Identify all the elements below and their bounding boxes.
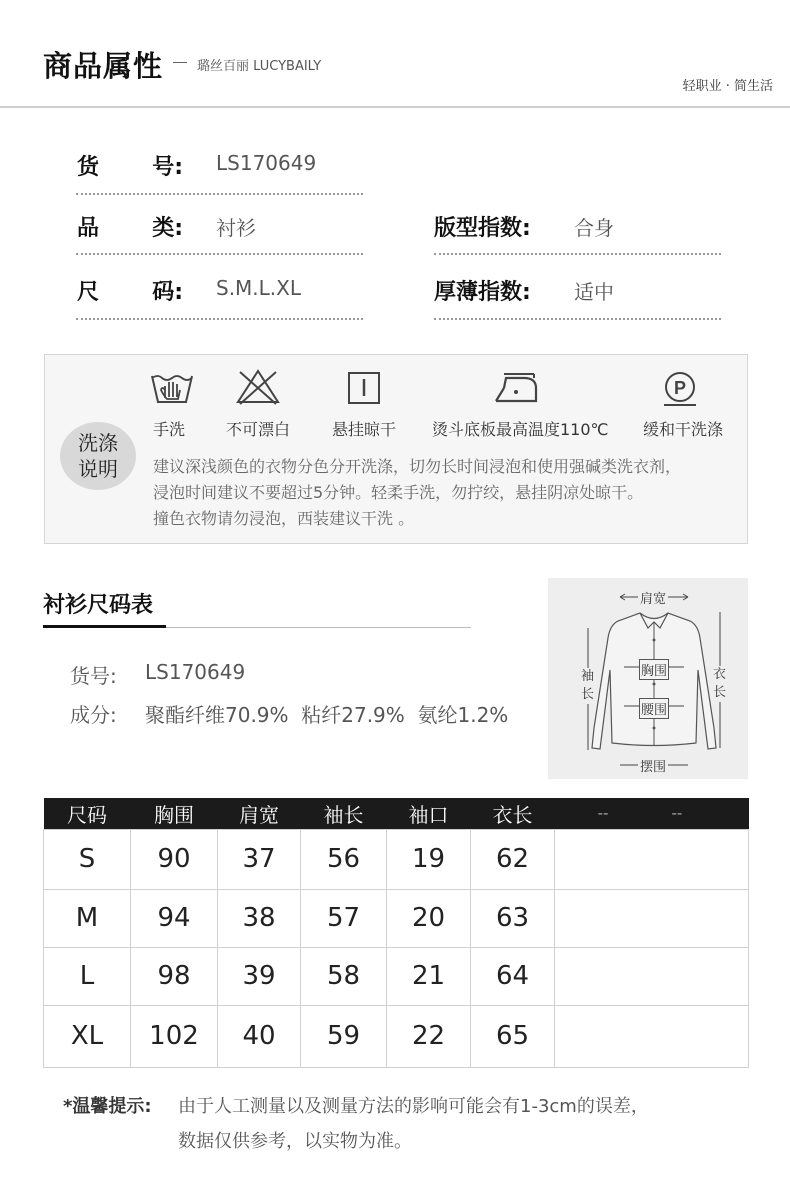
- title-underline-light: [166, 627, 471, 628]
- table-cell: 63: [471, 889, 555, 947]
- care-instruction-line: 浸泡时间建议不要超过5分钟。轻柔手洗，勿拧绞，悬挂阴凉处晾干。: [153, 483, 644, 502]
- table-cell: [555, 829, 749, 889]
- table-header-row: [44, 798, 749, 829]
- table-row: [44, 829, 749, 889]
- table-cell: 56: [301, 829, 387, 889]
- col-header: 尺码: [44, 798, 131, 829]
- attr-size-label: 尺 码:: [77, 280, 183, 305]
- table-cell: XL: [44, 1005, 131, 1067]
- attr-divider: [434, 318, 721, 320]
- col-header: 胸围: [131, 798, 218, 829]
- col-header: --: [652, 798, 749, 829]
- table-cell: 19: [387, 829, 471, 889]
- svg-text:P: P: [673, 378, 687, 398]
- col-header: 袖口: [387, 798, 471, 829]
- line-dry-icon: [342, 368, 386, 406]
- table-cell: 62: [471, 829, 555, 889]
- care-instruction-line: 建议深浅颜色的衣物分色分开洗涤，切勿长时间浸泡和使用强碱类洗衣剂，: [153, 457, 682, 476]
- table-row: [44, 947, 749, 1005]
- diagram-label-chest: 胸围: [639, 659, 669, 680]
- title-dash: [173, 62, 187, 63]
- table-cell: 38: [218, 889, 301, 947]
- table-cell: 94: [131, 889, 218, 947]
- size-item-value: LS170649: [145, 660, 246, 684]
- care-label-hand-wash: 手洗: [153, 420, 186, 439]
- table-cell: 58: [301, 947, 387, 1005]
- table-cell: 40: [218, 1005, 301, 1067]
- size-section-title: 衬衫尺码表: [43, 593, 154, 618]
- brand-name: 璐丝百丽 LUCYBAILY: [197, 59, 322, 74]
- material-value: 聚酯纤维70.9% 粘纤27.9% 氨纶1.2%: [145, 703, 509, 727]
- table-cell: S: [44, 829, 131, 889]
- care-label-line-dry: 悬挂晾干: [332, 420, 397, 439]
- diagram-label-sleeve: 袖 长: [581, 669, 595, 702]
- table-cell: 59: [301, 1005, 387, 1067]
- attr-thickness-label: 厚薄指数:: [434, 280, 531, 305]
- hand-wash-icon: [150, 368, 194, 406]
- attr-divider: [76, 318, 363, 320]
- tip-text-line: 由于人工测量以及测量方法的影响可能会有1-3cm的误差，: [178, 1096, 649, 1117]
- table-cell: L: [44, 947, 131, 1005]
- size-table: [43, 798, 749, 1068]
- table-cell: 98: [131, 947, 218, 1005]
- attr-divider: [434, 253, 721, 255]
- attr-divider: [76, 193, 363, 195]
- no-bleach-icon: [236, 368, 280, 406]
- attr-divider: [76, 253, 363, 255]
- size-item-label: 货号:: [70, 664, 117, 688]
- care-label-dry-clean: 缓和干洗涤: [643, 420, 724, 439]
- diagram-label-waist: 腰围: [639, 698, 669, 719]
- col-header: --: [555, 798, 652, 829]
- table-cell: 57: [301, 889, 387, 947]
- attr-item-no-value: LS170649: [216, 151, 317, 175]
- table-cell: [555, 889, 749, 947]
- attr-fit-label: 版型指数:: [434, 216, 531, 241]
- tip-label: *温馨提示:: [63, 1096, 152, 1117]
- table-cell: 22: [387, 1005, 471, 1067]
- care-label-no-bleach: 不可漂白: [226, 420, 291, 439]
- page-title: 商品属性: [43, 49, 164, 83]
- table-cell: 64: [471, 947, 555, 1005]
- table-cell: 37: [218, 829, 301, 889]
- header-divider: [0, 106, 790, 108]
- attr-thickness-value: 适中: [574, 280, 614, 304]
- table-row: [44, 889, 749, 947]
- attr-category-value: 衬衫: [216, 216, 256, 240]
- table-cell: 102: [131, 1005, 218, 1067]
- shirt-diagram: [548, 578, 748, 779]
- diagram-label-shoulder: 肩宽: [638, 588, 668, 607]
- care-label-iron: 烫斗底板最高温度110℃: [432, 420, 609, 439]
- table-cell: [555, 947, 749, 1005]
- iron-icon: [494, 368, 538, 406]
- table-cell: 20: [387, 889, 471, 947]
- attr-category-label: 品 类:: [77, 216, 183, 241]
- diagram-label-length: 衣 长: [713, 667, 727, 700]
- care-badge: 洗涤 说明: [60, 422, 136, 490]
- tip-text-line: 数据仅供参考，以实物为准。: [178, 1131, 412, 1152]
- attr-size-value: S.M.L.XL: [216, 276, 302, 300]
- dry-clean-icon: [658, 368, 702, 406]
- diagram-label-hem: 摆围: [638, 756, 668, 775]
- col-header: 肩宽: [218, 798, 301, 829]
- table-cell: 90: [131, 829, 218, 889]
- table-cell: 65: [471, 1005, 555, 1067]
- attr-fit-value: 合身: [574, 216, 614, 240]
- col-header: 衣长: [471, 798, 555, 829]
- care-instruction-line: 撞色衣物请勿浸泡，西装建议干洗 。: [153, 509, 415, 528]
- brand-slogan: 轻职业 · 简生活: [682, 79, 773, 94]
- material-label: 成分:: [70, 703, 117, 727]
- table-row: [44, 1005, 749, 1067]
- table-cell: 21: [387, 947, 471, 1005]
- title-underline: [43, 625, 166, 628]
- table-cell: [555, 1005, 749, 1067]
- attr-item-no-label: 货 号:: [77, 155, 183, 180]
- table-cell: M: [44, 889, 131, 947]
- table-cell: 39: [218, 947, 301, 1005]
- col-header: 袖长: [301, 798, 387, 829]
